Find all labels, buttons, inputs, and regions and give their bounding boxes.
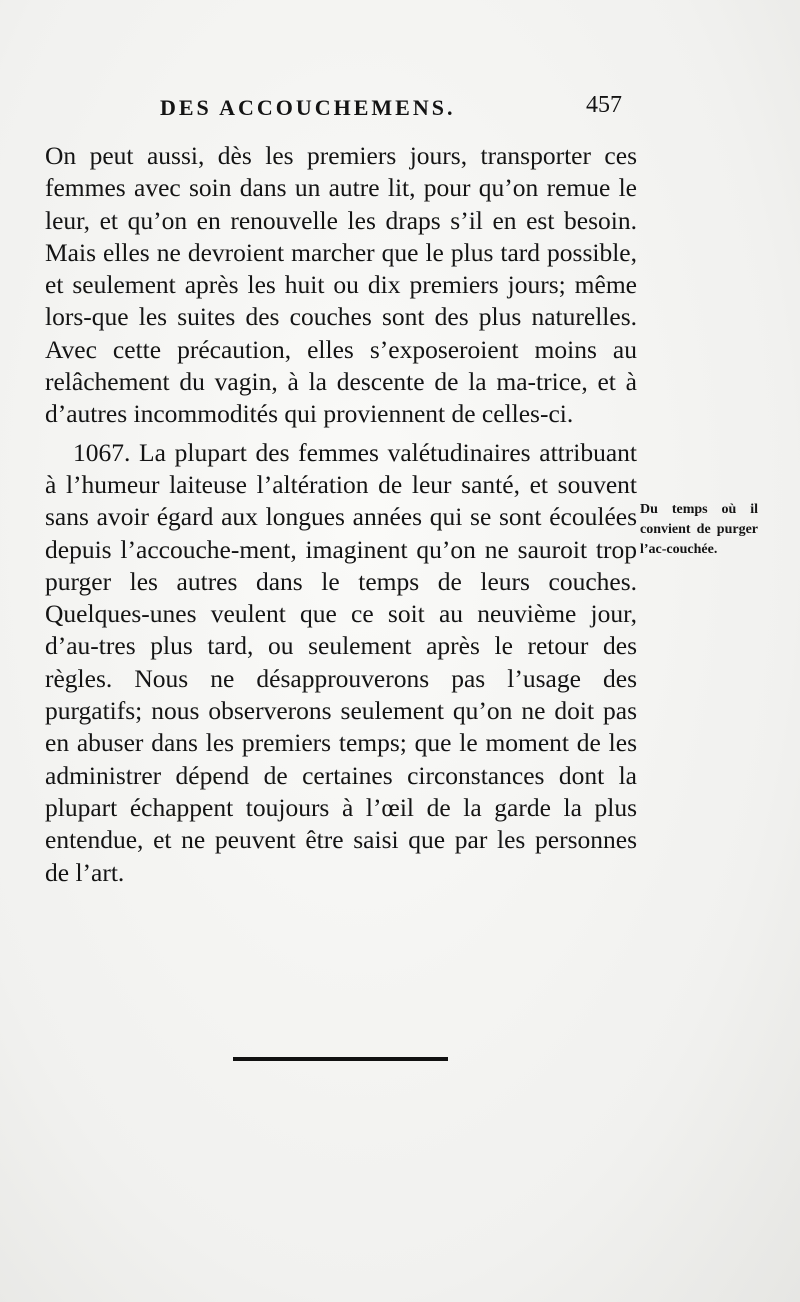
section-rule [233, 1057, 448, 1061]
bleed-through-text [40, 960, 760, 1200]
page-number: 457 [586, 92, 622, 118]
margin-note: Du temps où il convient de purger l’ac-couchée. [640, 502, 758, 557]
running-title: DES ACCOUCHEMENS. [160, 95, 456, 120]
paragraph-1: On peut aussi, dès les premiers jours, transporter ces femmes avec soin dans un autre lit, pour qu’on remue le leur, et qu’on en renouvelle les draps s’il en est besoin. Mais elles ne devroient marcher que le plus tard possible, et seulement après les huit ou dix premiers jours; même lors-que les suites des couches sont des plus naturelles. Avec cette précaution, elles s’exposeroient moins au relâchement du vagin, à la descente de la ma-trice, et à d’autres incommodités qui proviennent de celles-ci. [45, 141, 637, 429]
main-text-block [45, 140, 637, 889]
paragraph-2: 1067. La plupart des femmes valétudinaires attribuant à l’humeur laiteuse l’altération de leur santé, et souvent sans avoir égard aux longues années qui se sont écoulées depuis l’accouche-ment, imaginent qu’on ne sauroit trop purger les autres dans le temps de leurs couches. Quelques-unes veulent que ce soit au neuvième jour, d’au-tres plus tard, ou seulement après le retour des règles. Nous ne désapprouverons pas l’usage des purgatifs; nous observerons seulement qu’on ne doit pas en abuser dans les premiers temps; que le moment de les administrer dépend de certaines circonstances dont la plupart échappent toujours à l’œil de la garde la plus entendue, et ne peuvent être saisi que par les personnes de l’art. [45, 437, 637, 887]
